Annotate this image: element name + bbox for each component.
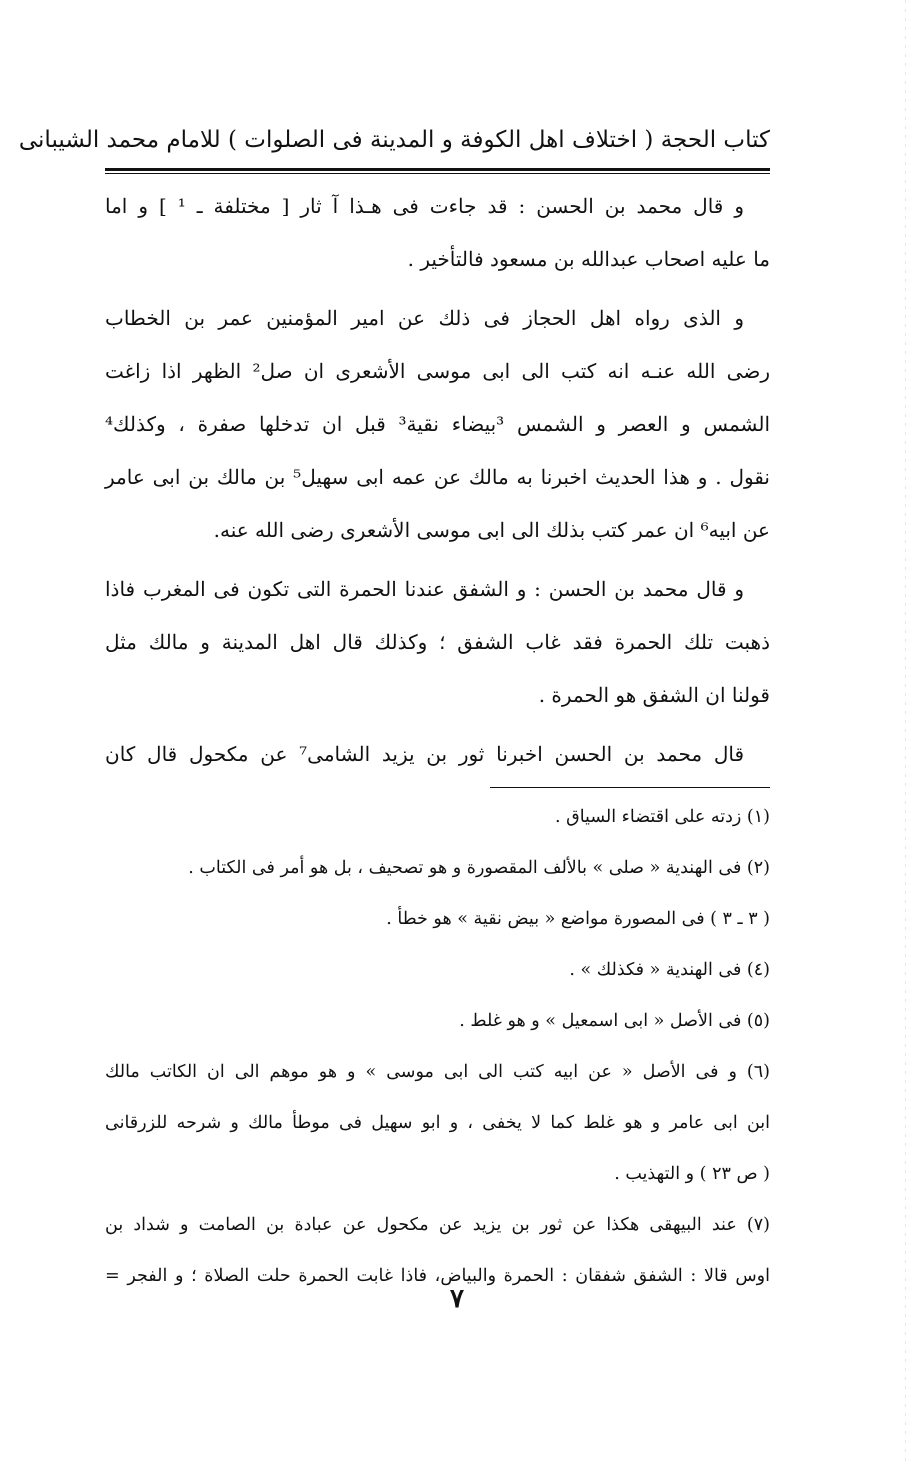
footnote-line: ابن ابى عامر و هو غلط كما لا يخفى ، و ابو سهيل فى موطأ مالك و شرحه للزرقانى <box>105 1113 770 1133</box>
page-number: ٧ <box>450 1284 464 1314</box>
footnote-line: ( ٣ ـ ٣ ) فى المصورة مواضع « بيض نقية » هو خطأ . <box>386 909 770 929</box>
footnote-separator <box>490 787 770 788</box>
book-page <box>18 120 770 1302</box>
footnote-line: (٦) و فى الأصل « عن ابيه كتب الى ابى موسى » و هو موهم الى ان الكاتب مالك <box>105 1062 770 1082</box>
paragraph-3 <box>105 563 770 722</box>
footnote-line: (٧) عند البيهقى هكذا عن ثور بن يزيد عن مكحول عن عبادة بن الصامت و شداد بن <box>105 1215 770 1235</box>
paragraph-2 <box>105 292 770 557</box>
text-line: ذهبت تلك الحمرة فقد غاب الشفق ؛ وكذلك قال اهل المدينة و مالك مثل <box>105 630 770 654</box>
footnote-1 <box>105 792 770 843</box>
footnote-line: (٢) فى الهندية « صلى » بالألف المقصورة و هو تصحيف ، بل هو أمر فى الكتاب . <box>188 858 770 878</box>
text-line: رضى الله عنـه انه كتب الى ابى موسى الأشعرى ان صل² الظهر اذا زاغت <box>105 359 770 383</box>
text-line: و الذى رواه اهل الحجاز فى ذلك عن امير المؤمنين عمر بن الخطاب <box>105 306 744 330</box>
footnote-5 <box>105 996 770 1047</box>
footnote-line: ( ص ٢٣ ) و التهذيب . <box>614 1164 770 1184</box>
text-line: الشمس و العصر و الشمس ³بيضاء نقية³ قبل ان تدخلها صفرة ، وكذلك⁴ <box>105 412 770 436</box>
footnote-line: (٤) فى الهندية « فكذلك » . <box>569 960 770 980</box>
scan-edge-mark <box>905 0 906 1462</box>
header-thick-rule <box>105 168 770 171</box>
main-text <box>105 180 770 781</box>
text-line: و قال محمد بن الحسن : و الشفق عندنا الحمرة التى تكون فى المغرب فاذا <box>105 577 744 601</box>
footnote-line: اوس قالا : الشفق شفقان : الحمرة والبياض، فاذا غابت الحمرة حلت الصلاة ؛ و الفجر = <box>105 1266 770 1286</box>
footnote-6 <box>105 1047 770 1200</box>
footnote-4 <box>105 945 770 996</box>
footnote-3 <box>105 894 770 945</box>
text-line: قال محمد بن الحسن اخبرنا ثور بن يزيد الشامى⁷ عن مكحول قال كان <box>105 742 745 766</box>
text-line: قولنا ان الشفق هو الحمرة . <box>538 683 770 707</box>
footnote-line: (٥) فى الأصل « ابى اسمعيل » و هو غلط . <box>459 1011 770 1031</box>
paragraph-1 <box>105 180 770 286</box>
footnotes <box>105 792 770 1302</box>
text-line: و قال محمد بن الحسن : قد جاءت فى هـذا آ ثار [ مختلفة ـ ¹ ] و اما <box>105 194 744 218</box>
text-line: نقول . و هذا الحديث اخبرنا به مالك عن عمه ابى سهيل⁵ بن مالك بن ابى عامر <box>105 465 770 489</box>
footnote-2 <box>105 843 770 894</box>
text-line: ما عليه اصحاب عبدالله بن مسعود فالتأخير . <box>407 247 770 271</box>
running-header: كتاب الحجة ( اختلاف اهل الكوفة و المدينة فى الصلوات ) للامام محمد الشيبانى <box>18 127 770 153</box>
text-line: عن ابيه⁶ ان عمر كتب بذلك الى ابى موسى الأشعرى رضى الله عنه. <box>213 518 770 542</box>
footnote-line: (١) زدته على اقتضاء السياق . <box>555 807 770 827</box>
paragraph-4 <box>105 728 770 781</box>
header-thin-rule <box>105 173 770 174</box>
